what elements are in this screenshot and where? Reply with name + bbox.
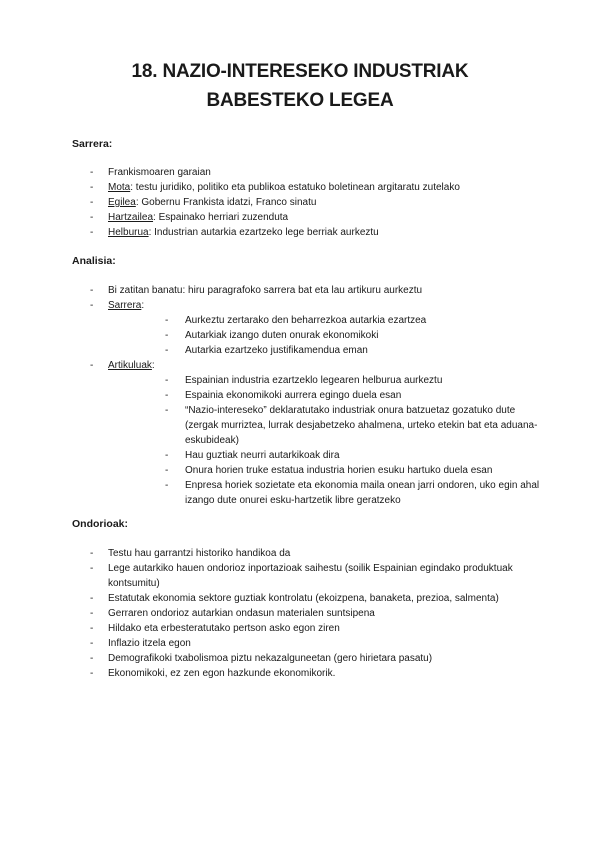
section-heading-ondorioak: Ondorioak: [72, 518, 129, 530]
list-item-text: : Gobernu Frankista idatzi, Franco sinatu [135, 197, 317, 208]
sublist-item [165, 403, 540, 448]
list-item-text: Inflazio itzela egon [108, 638, 191, 649]
sarrera-list [90, 165, 540, 240]
sublist-item [165, 328, 540, 343]
list-item-text: Demografikoki txabolismoa piztu nekazalguneetan (gero hirietara pasatu) [108, 653, 433, 664]
list-item-text: Hildako eta erbesteratutako pertson asko egon ziren [108, 623, 340, 634]
list-item-label: Hartzailea [108, 212, 154, 223]
sublist-item-text: Espainian industria ezartzeklo legearen helburua aurkeztu [185, 375, 443, 386]
list-item-text: Gerraren ondorioz autarkian ondasun materialen suntsipena [108, 608, 375, 619]
sublist-item-text: Onura horien truke estatua industria horien esuku hartuko duela esan [185, 465, 493, 476]
analisia-list [90, 283, 540, 508]
sublist-item [165, 313, 540, 328]
sublist-item-text: “Nazio-intereseko” deklaratutako industriak onura batzuetaz gozatuko dute (zergak murriztea, lurrak desjabetzeko ahalmena, urteko etekin bat eta aduana-eskubideak) [185, 405, 538, 446]
list-item [90, 180, 540, 195]
list-item-text: : testu juridiko, politiko eta publikoa estatuko boletinean argitaratu zutelako [130, 182, 460, 193]
sublist-item [165, 463, 540, 478]
list-item-text: Testu hau garrantzi historiko handikoa da [108, 548, 291, 559]
list-item-label: Sarrera [108, 300, 142, 311]
list-item [90, 621, 540, 636]
sublist-item [165, 343, 540, 358]
list-item-label: Helburua [108, 227, 149, 238]
sublist-item-text: Espainia ekonomikoki aurrera egingo duela esan [185, 390, 402, 401]
section-heading-analisia: Analisia: [72, 255, 116, 267]
list-item [90, 651, 540, 666]
list-item-text: : Industrian autarkia ezartzeko lege berriak aurkeztu [148, 227, 379, 238]
list-item [90, 591, 540, 606]
ondorioak-list [90, 546, 540, 681]
list-item-text: : Espainako herriari zuzenduta [153, 212, 289, 223]
list-item-text: Lege autarkiko hauen ondorioz inportazioak saihestu (soilik Espainian egindako produktuak kontsumitu) [108, 563, 513, 589]
list-item-label: Egilea [108, 197, 136, 208]
section-heading-sarrera: Sarrera: [72, 138, 113, 150]
list-item [90, 636, 540, 651]
list-item [90, 165, 540, 180]
list-item-text: Frankismoaren garaian [108, 167, 211, 178]
title-line-2: BABESTEKO LEGEA [206, 90, 394, 111]
sublist-item-text: Enpresa horiek sozietate eta ekonomia maila onean jarri ondoren, uko egin ahal izango dute onurei esku-hartzetik libre geratzeko [185, 480, 540, 506]
list-item [90, 666, 540, 681]
artikuluak-sublist [165, 373, 540, 508]
list-item [90, 606, 540, 621]
list-item-label: Artikuluak [108, 360, 152, 371]
title-line-1: 18. NAZIO-INTERESEKO INDUSTRIAK [131, 61, 469, 82]
list-item [90, 210, 540, 225]
sublist-item [165, 373, 540, 388]
list-item: - Sarrera: - Aurkeztu zertarako den beharrezkoa autarkia ezartzea - Autarkiak izango duten onurak ekonomikoki - Autarkia ezartzeko justifikamendua eman [90, 298, 540, 358]
list-item [90, 546, 540, 561]
sublist-item-text: Autarkiak izango duten onurak ekonomikoki [185, 330, 379, 341]
list-item-label: Mota [108, 182, 131, 193]
sarrera-sublist [165, 313, 540, 358]
sublist-item [165, 388, 540, 403]
list-item [90, 561, 540, 591]
list-item: - Artikuluak: - Espainian industria ezartzeklo legearen helburua aurkeztu - Espainia ekonomikoki aurrera egingo duela esan - “Nazio-intereseko” deklaratutako industriak onura batzuetaz gozatuko dute (zergak murriztea, lurrak desjabetzeko ahalmena, urteko etekin bat eta aduana-eskubideak) - Hau guztiak neurri autarkikoak dira - Onura horien truke estatua industria horien esuku hartuko duela esan - Enpresa horiek sozietate eta ekonomia maila onean jarri ondoren, uko egin ahal izango dute onurei esku-hartzetik libre geratzeko [90, 358, 540, 508]
sublist-item [165, 478, 540, 508]
sublist-item-text: Autarkia ezartzeko justifikamendua eman [185, 345, 368, 356]
list-item-text: Ekonomikoki, ez zen egon hazkunde ekonomikorik. [108, 668, 336, 679]
list-item-text: Bi zatitan banatu: hiru paragrafoko sarrera bat eta lau artikuru aurkeztu [108, 285, 423, 296]
page-title [0, 57, 600, 115]
list-item-text: Estatutak ekonomia sektore guztiak kontrolatu (ekoizpena, banaketa, prezioa, salmenta) [108, 593, 499, 604]
list-item [90, 283, 540, 298]
sublist-item [165, 448, 540, 463]
list-item [90, 195, 540, 210]
sublist-item-text: Hau guztiak neurri autarkikoak dira [185, 450, 340, 461]
list-item [90, 225, 540, 240]
sublist-item-text: Aurkeztu zertarako den beharrezkoa autarkia ezartzea [185, 315, 427, 326]
